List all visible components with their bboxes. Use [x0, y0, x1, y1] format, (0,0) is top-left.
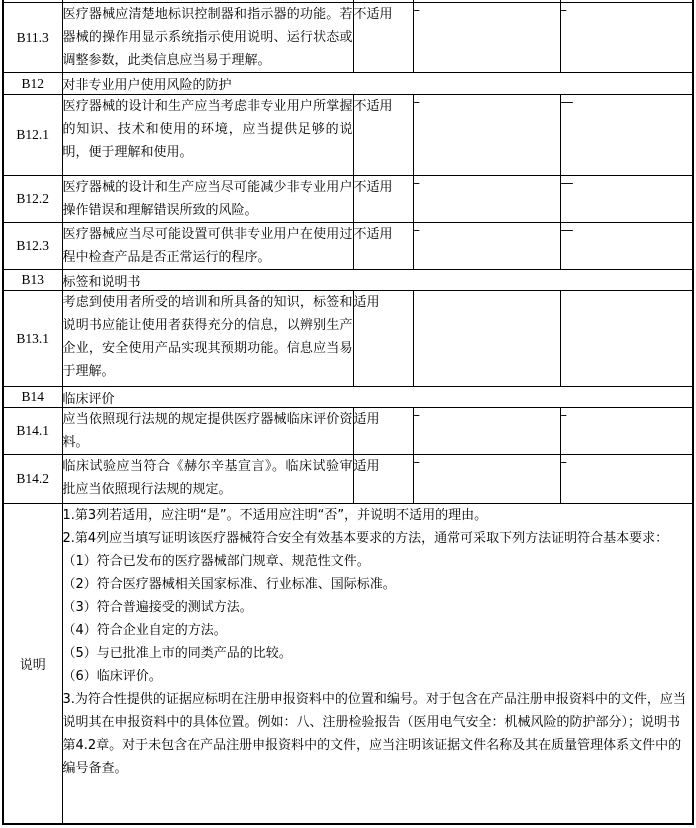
- requirement-text: 临床试验应当符合《赫尔辛基宣言》。临床试验审批应当依照现行法规的规定。: [62, 455, 353, 504]
- requirement-text: 应当依照现行法规的规定提供医疗器械临床评价资料。: [62, 408, 353, 455]
- requirement-text: 医疗器械的设计和生产应当考虑非专业用户所掌握的知识、技术和使用的环境，应当提供足够的说明，便于理解和使用。: [62, 95, 353, 176]
- applicable-value: 不适用: [353, 223, 413, 270]
- section-title: 标签和说明书: [62, 270, 693, 291]
- note-line: （4）符合企业自定的方法。: [62, 623, 227, 638]
- method-value: [413, 291, 560, 387]
- note-line: （3）符合普遍接受的测试方法。: [62, 600, 253, 615]
- method-value: –: [413, 455, 560, 504]
- note-line: （5）与已批准上市的同类产品的比较。: [62, 646, 292, 661]
- table-row-b11-3: [3, 3, 693, 73]
- row-code: B13: [3, 270, 62, 291]
- applicable-value: 不适用: [353, 3, 413, 73]
- row-code: B12.1: [3, 95, 62, 176]
- notes-cell: [62, 504, 693, 824]
- table-row-b12-2: [3, 176, 693, 223]
- table-row-notes: [3, 504, 693, 824]
- row-code: B13.1: [3, 291, 62, 387]
- table-row-b14-1: [3, 408, 693, 455]
- row-code: B12.2: [3, 176, 62, 223]
- evidence-value: —: [560, 223, 693, 270]
- evidence-value: –: [560, 455, 693, 504]
- section-title: 对非专业用户使用风险的防护: [62, 73, 693, 95]
- section-title: 临床评价: [62, 387, 693, 408]
- note-line: （6）临床评价。: [62, 669, 162, 684]
- method-value: –: [413, 3, 560, 73]
- note-line: 1.第3列若适用，应注明“是”。不适用应注明“否”，并说明不适用的理由。: [62, 508, 488, 523]
- requirement-text: 考虑到使用者所受的培训和所具备的知识，标签和说明书应能让使用者获得充分的信息，以辨别生产企业，安全使用产品实现其预期功能。信息应当易于理解。: [62, 291, 353, 387]
- applicable-value: 适用: [353, 291, 413, 387]
- table-row-b12-1: [3, 95, 693, 176]
- row-code: B11.3: [3, 3, 62, 73]
- requirement-text: 医疗器械应当尽可能设置可供非专业用户在使用过程中检查产品是否正常运行的程序。: [62, 223, 353, 270]
- evidence-value: —: [560, 176, 693, 223]
- evidence-value: –: [560, 408, 693, 455]
- note-line: （1）符合已发布的医疗器械部门规章、规范性文件。: [62, 554, 370, 569]
- row-code: B14.2: [3, 455, 62, 504]
- table-row-b13-section: [3, 270, 693, 291]
- applicable-value: 不适用: [353, 176, 413, 223]
- table-row-b12-3: [3, 223, 693, 270]
- applicable-value: 不适用: [353, 95, 413, 176]
- table-row-b14-section: [3, 387, 693, 408]
- evidence-value: –: [560, 3, 693, 73]
- table-row-b12-section: [3, 73, 693, 95]
- note-line: 2.第4列应当填写证明该医疗器械符合安全有效基本要求的方法，通常可采取下列方法证明符合基本要求：: [62, 531, 669, 546]
- note-line: （2）符合医疗器械相关国家标准、行业标准、国际标准。: [62, 577, 396, 592]
- method-value: –: [413, 176, 560, 223]
- evidence-value: —: [560, 95, 693, 176]
- evidence-value: [560, 291, 693, 387]
- applicable-value: 适用: [353, 455, 413, 504]
- notes-label: 说明: [3, 504, 62, 824]
- method-value: –: [413, 408, 560, 455]
- requirement-text: 医疗器械的设计和生产应当尽可能减少非专业用户操作错误和理解错误所致的风险。: [62, 176, 353, 223]
- table-row-b14-2: [3, 455, 693, 504]
- applicable-value: 适用: [353, 408, 413, 455]
- method-value: –: [413, 223, 560, 270]
- table-row-b13-1: [3, 291, 693, 387]
- row-code: B12.3: [3, 223, 62, 270]
- note-line: 3.为符合性提供的证据应标明在注册申报资料中的位置和编号。对于包含在产品注册申报资料中的文件，应当说明其在申报资料中的具体位置。例如：八、注册检验报告（医用电气安全：机械风险的防护部分）；说明书第4.2章。对于未包含在产品注册申报资料中的文件，应当注明该证据文件名称及其在质量管理体系文件中的编号备查。: [62, 692, 686, 776]
- row-code: B14.1: [3, 408, 62, 455]
- requirement-text: 医疗器械应清楚地标识控制器和指示器的功能。若器械的操作用显示系统指示使用说明、运行状态或调整参数，此类信息应当易于理解。: [62, 3, 353, 73]
- method-value: –: [413, 95, 560, 176]
- row-code: B14: [3, 387, 62, 408]
- essential-requirements-table: [2, 0, 694, 825]
- row-code: B12: [3, 73, 62, 95]
